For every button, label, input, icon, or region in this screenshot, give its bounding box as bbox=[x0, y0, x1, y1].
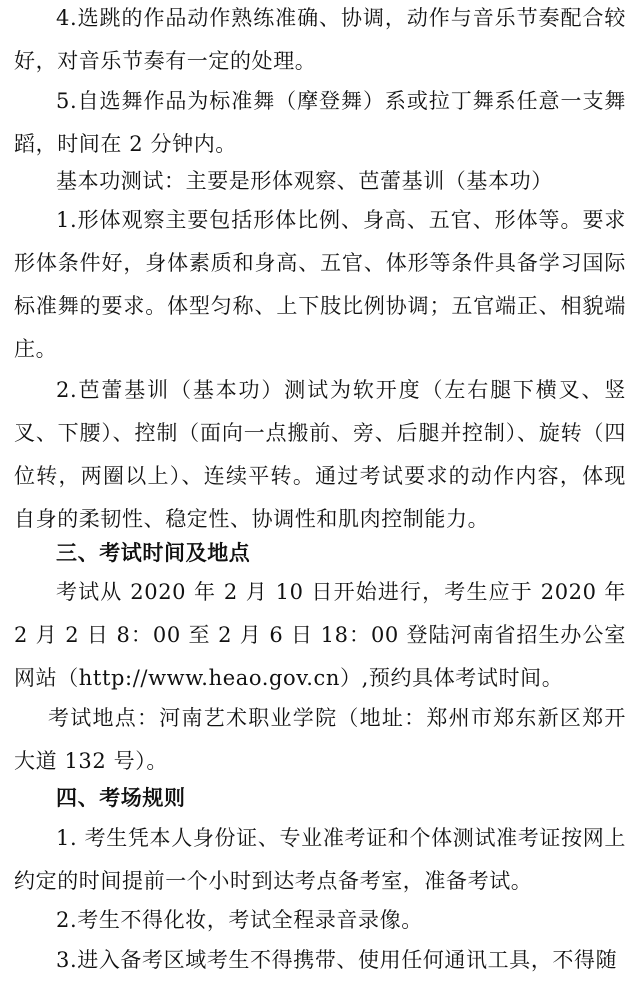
paragraph-exam-schedule: 考试从 2020 年 2 月 10 日开始进行，考生应于 2020 年 2 月 2 日 8：00 至 2 月 6 日 18：00 登陆河南省招生办公室网站（http://www.heao.gov.cn）,预约具体考试时间。 bbox=[14, 580, 626, 690]
paragraph-rule-1: 1. 考生凭本人身份证、专业准考证和个体测试准考证按网上约定的时间提前一个小时到达考点备考室，准备考试。 bbox=[14, 826, 626, 893]
paragraph-exam-location: 考试地点：河南艺术职业学院（地址：郑州市郑东新区郑开大道 132 号）。 bbox=[14, 706, 626, 773]
section-heading-exam-rules: 四、考场规则 bbox=[56, 786, 186, 810]
paragraph-item-4: 4.选跳的作品动作熟练准确、协调，动作与音乐节奏配合较好，对音乐节奏有一定的处理。 bbox=[14, 6, 626, 73]
section-heading-exam-time: 三、考试时间及地点 bbox=[56, 541, 251, 565]
paragraph-rule-2: 2.考生不得化妆，考试全程录音录像。 bbox=[56, 908, 423, 932]
paragraph-basic-skills: 基本功测试：主要是形体观察、芭蕾基训（基本功） bbox=[56, 169, 553, 193]
paragraph-ballet-training: 2.芭蕾基训（基本功）测试为软开度（左右腿下横叉、竖叉、下腰）、控制（面向一点搬前、旁、后腿并控制）、旋转（四位转，两圈以上）、连续平转。通过考试要求的动作内容，体现自身的柔韧性、稳定性、协调性和肌肉控制能力。 bbox=[14, 378, 626, 531]
paragraph-item-5: 5.自选舞作品为标准舞（摩登舞）系或拉丁舞系任意一支舞蹈，时间在 2 分钟内。 bbox=[14, 89, 626, 156]
paragraph-rule-3: 3.进入备考区域考生不得携带、使用任何通讯工具，不得随 bbox=[56, 948, 618, 972]
paragraph-body-observation: 1.形体观察主要包括形体比例、身高、五官、形体等。要求形体条件好，身体素质和身高、五官、体形等条件具备学习国际标准舞的要求。体型匀称、上下肢比例协调；五官端正、相貌端庄。 bbox=[14, 208, 626, 361]
